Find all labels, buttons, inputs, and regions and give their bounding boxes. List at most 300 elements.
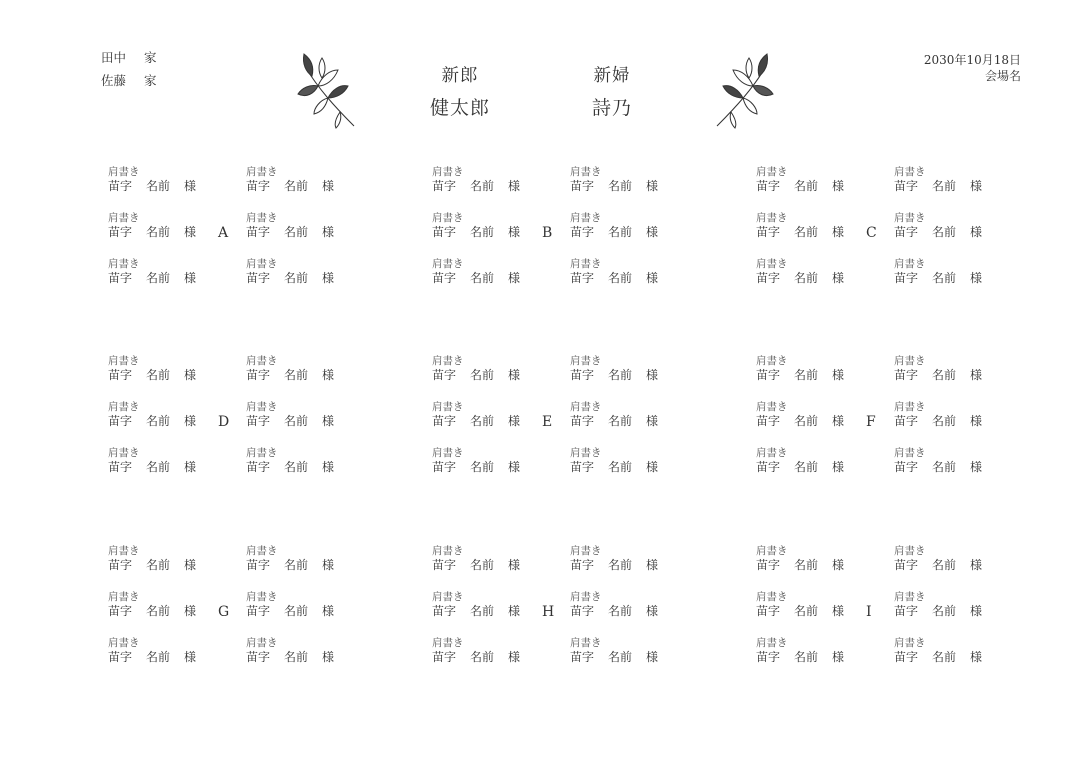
guest-name: [246, 368, 361, 383]
guest-surname: 苗字: [108, 179, 133, 193]
guest-title: 肩書き: [756, 401, 788, 413]
guest-entry: [432, 355, 547, 383]
guest-given-name: 名前: [608, 271, 633, 285]
guest-honorific: 様: [322, 558, 335, 572]
guest-given-name: 名前: [284, 225, 309, 239]
guest-title: 肩書き: [570, 258, 602, 270]
guest-entry: [570, 166, 685, 194]
event-info: [924, 52, 1021, 84]
guest-title: 肩書き: [432, 401, 464, 413]
guest-entry: [756, 637, 871, 665]
guest-honorific: 様: [832, 368, 845, 382]
guest-given-name: 名前: [794, 225, 819, 239]
table-label: C: [866, 225, 877, 241]
guest-surname: 苗字: [432, 271, 457, 285]
guest-name: [894, 225, 1009, 240]
guest-entry: [246, 637, 361, 665]
guest-given-name: 名前: [470, 604, 495, 618]
guest-surname: 苗字: [108, 460, 133, 474]
guest-given-name: 名前: [284, 179, 309, 193]
guest-surname: 苗字: [894, 604, 919, 618]
guest-entry: [432, 637, 547, 665]
guest-honorific: 様: [184, 414, 197, 428]
table-group: [108, 355, 408, 495]
guest-title: 肩書き: [246, 401, 278, 413]
guest-honorific: 様: [832, 558, 845, 572]
guest-name: [756, 460, 871, 475]
guest-honorific: 様: [508, 368, 521, 382]
guest-entry: [894, 212, 1009, 240]
guest-given-name: 名前: [470, 179, 495, 193]
guest-title: 肩書き: [108, 355, 140, 367]
guest-surname: 苗字: [246, 414, 271, 428]
guest-surname: 苗字: [570, 604, 595, 618]
guest-entry: [570, 355, 685, 383]
guest-honorific: 様: [508, 271, 521, 285]
guest-name: [894, 414, 1009, 429]
guest-surname: 苗字: [894, 414, 919, 428]
guest-given-name: 名前: [794, 558, 819, 572]
table-label: G: [218, 604, 230, 620]
guest-name: [570, 414, 685, 429]
guest-honorific: 様: [184, 225, 197, 239]
guest-given-name: 名前: [932, 414, 957, 428]
guest-surname: 苗字: [246, 179, 271, 193]
guest-entry: [246, 166, 361, 194]
guest-surname: 苗字: [432, 368, 457, 382]
guest-honorific: 様: [322, 179, 335, 193]
guest-surname: 苗字: [894, 650, 919, 664]
guest-entry: [432, 447, 547, 475]
guest-entry: [432, 545, 547, 573]
guest-entry: [432, 258, 547, 286]
guest-name: [432, 558, 547, 573]
guest-surname: 苗字: [108, 650, 133, 664]
guest-given-name: 名前: [932, 225, 957, 239]
guest-title: 肩書き: [570, 355, 602, 367]
guest-honorific: 様: [970, 558, 983, 572]
guest-honorific: 様: [322, 368, 335, 382]
guest-given-name: 名前: [932, 558, 957, 572]
leaf-ornament-right-icon: [713, 50, 775, 130]
guest-name: [570, 460, 685, 475]
guest-honorific: 様: [322, 460, 335, 474]
guest-name: [756, 604, 871, 619]
guest-entry: [246, 447, 361, 475]
guest-title: 肩書き: [432, 212, 464, 224]
guest-surname: 苗字: [756, 414, 781, 428]
guest-surname: 苗字: [894, 558, 919, 572]
guest-name: [246, 604, 361, 619]
guest-given-name: 名前: [932, 604, 957, 618]
guest-entry: [108, 545, 223, 573]
guest-given-name: 名前: [146, 414, 171, 428]
guest-surname: 苗字: [756, 558, 781, 572]
guest-surname: 苗字: [756, 650, 781, 664]
guest-name: [894, 558, 1009, 573]
guest-honorific: 様: [832, 604, 845, 618]
guest-surname: 苗字: [246, 650, 271, 664]
guest-entry: [756, 258, 871, 286]
guest-name: [894, 271, 1009, 286]
guest-title: 肩書き: [756, 447, 788, 459]
guest-name: [108, 271, 223, 286]
guest-title: 肩書き: [894, 355, 926, 367]
guest-entry: [894, 545, 1009, 573]
guest-name: [756, 558, 871, 573]
guest-honorific: 様: [646, 460, 659, 474]
guest-name: [894, 368, 1009, 383]
guest-title: 肩書き: [570, 166, 602, 178]
guest-title: 肩書き: [246, 637, 278, 649]
table-label: I: [866, 604, 872, 620]
guest-title: 肩書き: [894, 258, 926, 270]
guest-entry: [246, 355, 361, 383]
guest-name: [894, 650, 1009, 665]
guest-entry: [756, 447, 871, 475]
guest-title: 肩書き: [432, 637, 464, 649]
guest-entry: [756, 355, 871, 383]
guest-entry: [570, 447, 685, 475]
guest-entry: [756, 401, 871, 429]
guest-honorific: 様: [508, 179, 521, 193]
guest-given-name: 名前: [284, 368, 309, 382]
guest-given-name: 名前: [470, 460, 495, 474]
guest-title: 肩書き: [108, 401, 140, 413]
guest-title: 肩書き: [108, 447, 140, 459]
table-group: [108, 166, 408, 306]
guest-name: [246, 650, 361, 665]
groom-name: 健太郎: [429, 97, 490, 119]
guest-given-name: 名前: [146, 368, 171, 382]
guest-given-name: 名前: [932, 460, 957, 474]
guest-given-name: 名前: [608, 368, 633, 382]
guest-entry: [570, 545, 685, 573]
guest-entry: [570, 591, 685, 619]
guest-name: [756, 179, 871, 194]
guest-entry: [246, 401, 361, 429]
guest-surname: 苗字: [756, 460, 781, 474]
guest-entry: [894, 258, 1009, 286]
guest-given-name: 名前: [794, 650, 819, 664]
guest-entry: [246, 258, 361, 286]
guest-title: 肩書き: [432, 166, 464, 178]
guest-given-name: 名前: [470, 650, 495, 664]
table-group: [756, 355, 1056, 495]
guest-surname: 苗字: [432, 414, 457, 428]
guest-honorific: 様: [508, 414, 521, 428]
guest-surname: 苗字: [756, 225, 781, 239]
guest-surname: 苗字: [570, 460, 595, 474]
family-row: [101, 46, 157, 69]
guest-title: 肩書き: [570, 447, 602, 459]
guest-name: [432, 225, 547, 240]
guest-title: 肩書き: [756, 355, 788, 367]
guest-entry: [108, 355, 223, 383]
guest-given-name: 名前: [608, 604, 633, 618]
guest-given-name: 名前: [470, 368, 495, 382]
guest-surname: 苗字: [570, 271, 595, 285]
guest-surname: 苗字: [756, 368, 781, 382]
guest-honorific: 様: [646, 414, 659, 428]
guest-honorific: 様: [646, 558, 659, 572]
guest-surname: 苗字: [108, 558, 133, 572]
guest-honorific: 様: [646, 368, 659, 382]
bride-role: 新婦: [593, 66, 631, 86]
guest-given-name: 名前: [284, 558, 309, 572]
leaf-ornament-left-icon: [296, 50, 358, 130]
guest-given-name: 名前: [146, 225, 171, 239]
guest-entry: [108, 591, 223, 619]
guest-honorific: 様: [832, 650, 845, 664]
guest-name: [108, 460, 223, 475]
guest-entry: [570, 637, 685, 665]
guest-name: [756, 225, 871, 240]
guest-given-name: 名前: [284, 271, 309, 285]
guest-name: [108, 650, 223, 665]
family-suffix: 家: [144, 73, 157, 88]
guest-honorific: 様: [508, 225, 521, 239]
guest-name: [108, 368, 223, 383]
guest-name: [756, 650, 871, 665]
guest-given-name: 名前: [794, 179, 819, 193]
guest-honorific: 様: [832, 179, 845, 193]
guest-honorific: 様: [508, 558, 521, 572]
guest-surname: 苗字: [432, 179, 457, 193]
guest-title: 肩書き: [108, 591, 140, 603]
guest-given-name: 名前: [470, 558, 495, 572]
table-group: [756, 166, 1056, 306]
guest-name: [894, 179, 1009, 194]
guest-title: 肩書き: [570, 591, 602, 603]
guest-name: [756, 368, 871, 383]
guest-entry: [432, 166, 547, 194]
guest-surname: 苗字: [432, 460, 457, 474]
guest-title: 肩書き: [756, 591, 788, 603]
guest-honorific: 様: [184, 368, 197, 382]
guest-given-name: 名前: [608, 460, 633, 474]
guest-title: 肩書き: [246, 355, 278, 367]
guest-honorific: 様: [322, 271, 335, 285]
guest-name: [108, 225, 223, 240]
guest-name: [570, 558, 685, 573]
guest-title: 肩書き: [570, 401, 602, 413]
guest-given-name: 名前: [608, 650, 633, 664]
table-group: [432, 355, 732, 495]
guest-given-name: 名前: [608, 414, 633, 428]
guest-entry: [894, 591, 1009, 619]
guest-honorific: 様: [184, 460, 197, 474]
guest-given-name: 名前: [932, 650, 957, 664]
guest-entry: [570, 401, 685, 429]
guest-name: [108, 179, 223, 194]
guest-given-name: 名前: [284, 460, 309, 474]
bride-block: [572, 60, 652, 124]
guest-given-name: 名前: [794, 604, 819, 618]
guest-surname: 苗字: [108, 604, 133, 618]
guest-honorific: 様: [970, 650, 983, 664]
guest-honorific: 様: [970, 414, 983, 428]
guest-given-name: 名前: [146, 460, 171, 474]
guest-given-name: 名前: [608, 179, 633, 193]
guest-name: [570, 225, 685, 240]
guest-surname: 苗字: [432, 604, 457, 618]
guest-honorific: 様: [832, 460, 845, 474]
guest-entry: [894, 447, 1009, 475]
guest-title: 肩書き: [570, 637, 602, 649]
guest-entry: [894, 401, 1009, 429]
guest-title: 肩書き: [246, 166, 278, 178]
guest-honorific: 様: [646, 650, 659, 664]
guest-entry: [756, 591, 871, 619]
table-group: [756, 545, 1056, 685]
families-block: [101, 46, 157, 92]
guest-title: 肩書き: [894, 166, 926, 178]
guest-name: [570, 179, 685, 194]
guest-surname: 苗字: [570, 225, 595, 239]
guest-given-name: 名前: [284, 650, 309, 664]
table-group: [432, 166, 732, 306]
guest-given-name: 名前: [932, 179, 957, 193]
guest-entry: [246, 591, 361, 619]
guest-given-name: 名前: [608, 558, 633, 572]
guest-name: [756, 414, 871, 429]
guest-title: 肩書き: [246, 212, 278, 224]
guest-title: 肩書き: [894, 637, 926, 649]
guest-entry: [432, 212, 547, 240]
guest-given-name: 名前: [794, 271, 819, 285]
guest-name: [108, 558, 223, 573]
guest-honorific: 様: [646, 271, 659, 285]
guest-given-name: 名前: [146, 604, 171, 618]
guest-title: 肩書き: [756, 212, 788, 224]
family-surname: 佐藤: [101, 73, 127, 88]
guest-surname: 苗字: [894, 368, 919, 382]
guest-given-name: 名前: [794, 460, 819, 474]
guest-name: [756, 271, 871, 286]
guest-given-name: 名前: [470, 414, 495, 428]
guest-entry: [756, 166, 871, 194]
guest-name: [432, 179, 547, 194]
guest-title: 肩書き: [756, 166, 788, 178]
family-suffix: 家: [144, 50, 157, 65]
guest-title: 肩書き: [894, 401, 926, 413]
guest-given-name: 名前: [794, 368, 819, 382]
guest-entry: [756, 545, 871, 573]
table-group: [108, 545, 408, 685]
guest-name: [570, 604, 685, 619]
guest-honorific: 様: [322, 414, 335, 428]
guest-name: [108, 604, 223, 619]
table-label: E: [542, 414, 553, 430]
guest-entry: [894, 355, 1009, 383]
guest-surname: 苗字: [108, 368, 133, 382]
guest-surname: 苗字: [108, 414, 133, 428]
guest-honorific: 様: [832, 271, 845, 285]
guest-given-name: 名前: [146, 179, 171, 193]
guest-given-name: 名前: [932, 271, 957, 285]
guest-surname: 苗字: [894, 460, 919, 474]
guest-title: 肩書き: [894, 212, 926, 224]
guest-name: [108, 414, 223, 429]
guest-title: 肩書き: [570, 212, 602, 224]
guest-given-name: 名前: [284, 604, 309, 618]
guest-honorific: 様: [646, 225, 659, 239]
guest-title: 肩書き: [894, 447, 926, 459]
guest-honorific: 様: [322, 650, 335, 664]
family-surname: 田中: [101, 50, 127, 65]
guest-honorific: 様: [646, 604, 659, 618]
guest-title: 肩書き: [894, 545, 926, 557]
guest-name: [432, 414, 547, 429]
guest-surname: 苗字: [570, 558, 595, 572]
guest-title: 肩書き: [894, 591, 926, 603]
guest-name: [246, 460, 361, 475]
guest-surname: 苗字: [246, 271, 271, 285]
guest-honorific: 様: [508, 604, 521, 618]
guest-surname: 苗字: [894, 225, 919, 239]
guest-title: 肩書き: [432, 545, 464, 557]
guest-entry: [432, 401, 547, 429]
guest-name: [570, 650, 685, 665]
bride-name: 詩乃: [591, 97, 632, 119]
guest-entry: [108, 258, 223, 286]
groom-role: 新郎: [441, 66, 479, 86]
guest-title: 肩書き: [108, 166, 140, 178]
table-label: A: [218, 225, 229, 241]
guest-name: [570, 271, 685, 286]
guest-name: [432, 460, 547, 475]
guest-entry: [246, 545, 361, 573]
guest-honorific: 様: [184, 271, 197, 285]
guest-name: [432, 271, 547, 286]
groom-block: [420, 60, 500, 124]
guest-given-name: 名前: [794, 414, 819, 428]
table-group: [432, 545, 732, 685]
guest-entry: [432, 591, 547, 619]
guest-surname: 苗字: [432, 225, 457, 239]
guest-surname: 苗字: [432, 558, 457, 572]
event-venue: 会場名: [984, 69, 1021, 83]
guest-title: 肩書き: [246, 447, 278, 459]
guest-given-name: 名前: [608, 225, 633, 239]
guest-surname: 苗字: [570, 414, 595, 428]
guest-given-name: 名前: [470, 271, 495, 285]
guest-title: 肩書き: [756, 545, 788, 557]
guest-honorific: 様: [970, 604, 983, 618]
guest-name: [894, 604, 1009, 619]
guest-honorific: 様: [322, 604, 335, 618]
guest-honorific: 様: [184, 604, 197, 618]
guest-given-name: 名前: [146, 650, 171, 664]
guest-title: 肩書き: [432, 355, 464, 367]
guest-name: [432, 368, 547, 383]
guest-name: [246, 225, 361, 240]
guest-honorific: 様: [970, 179, 983, 193]
guest-honorific: 様: [970, 271, 983, 285]
guest-title: 肩書き: [756, 258, 788, 270]
guest-surname: 苗字: [432, 650, 457, 664]
guest-honorific: 様: [184, 179, 197, 193]
guest-surname: 苗字: [246, 225, 271, 239]
guest-surname: 苗字: [570, 650, 595, 664]
guest-title: 肩書き: [108, 637, 140, 649]
guest-entry: [108, 447, 223, 475]
guest-entry: [570, 212, 685, 240]
guest-title: 肩書き: [108, 545, 140, 557]
family-row: [101, 69, 157, 92]
guest-title: 肩書き: [432, 447, 464, 459]
